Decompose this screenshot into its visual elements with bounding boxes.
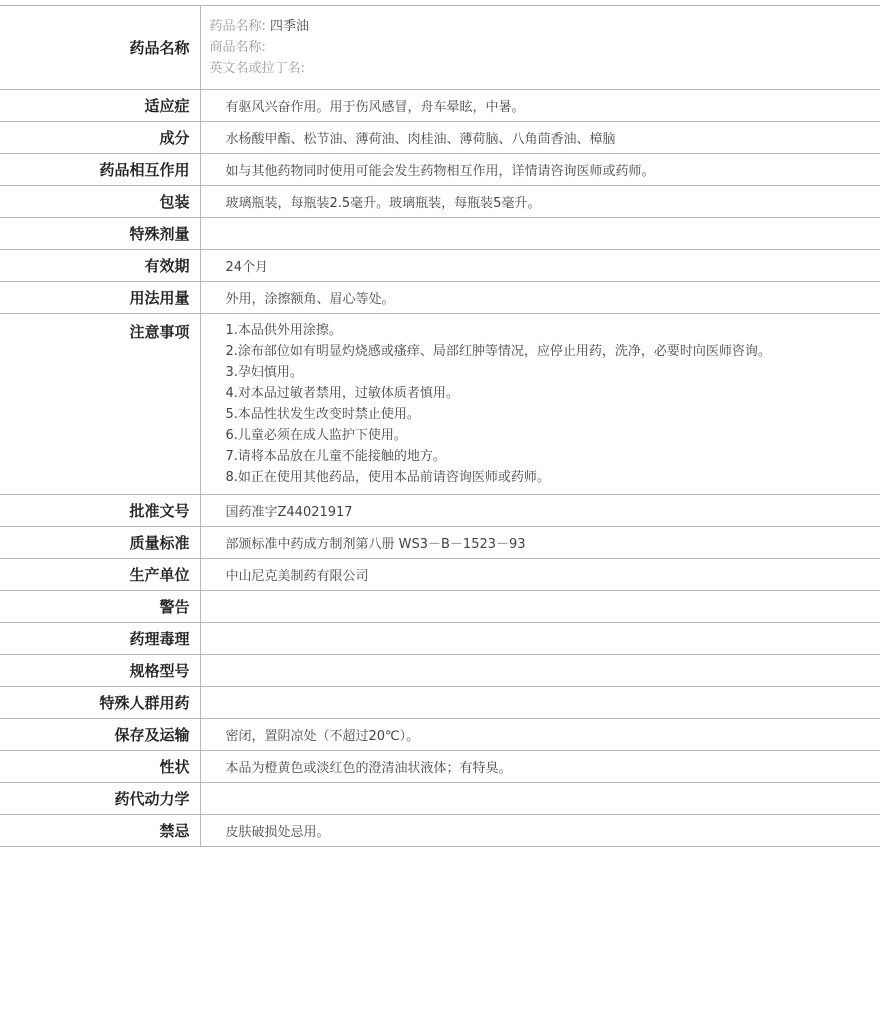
precaution-item: 5.本品性状发生改变时禁止使用。 [225, 407, 420, 422]
brand-name-label: 商品名称: [209, 40, 266, 55]
field-label: 药品名称 [0, 6, 200, 90]
spec-row [0, 90, 880, 122]
spec-row [0, 527, 880, 559]
field-value [200, 623, 880, 655]
spec-row [0, 751, 880, 783]
spec-row [0, 687, 880, 719]
field-label: 批准文号 [0, 495, 200, 527]
field-value: 外用，涂擦额角、眉心等处。 [200, 282, 880, 314]
precaution-item: 6.儿童必须在成人监护下使用。 [225, 428, 407, 443]
field-value: 水杨酸甲酯、松节油、薄荷油、肉桂油、薄荷脑、八角茴香油、樟脑 [200, 122, 880, 154]
field-label: 成分 [0, 122, 200, 154]
field-label: 药代动力学 [0, 783, 200, 815]
precaution-item: 2.涂布部位如有明显灼烧感或瘙痒、局部红肿等情况，应停止用药，洗净，必要时向医师咨询。 [225, 344, 771, 359]
precaution-item: 4.对本品过敏者禁用，过敏体质者慎用。 [225, 386, 459, 401]
drug-spec-sheet [0, 5, 880, 847]
spec-row [0, 282, 880, 314]
field-label: 警告 [0, 591, 200, 623]
field-value [200, 655, 880, 687]
field-label: 规格型号 [0, 655, 200, 687]
precaution-item: 8.如正在使用其他药品，使用本品前请咨询医师或药师。 [225, 470, 550, 485]
generic-name-value: 四季油 [270, 19, 310, 34]
field-value: 本品为橙黄色或淡红色的澄清油状液体；有特臭。 [200, 751, 880, 783]
field-label: 药理毒理 [0, 623, 200, 655]
field-value: 密闭，置阴凉处（不超过20℃）。 [200, 719, 880, 751]
field-value: 玻璃瓶装，每瓶装2.5毫升。玻璃瓶装，每瓶装5毫升。 [200, 186, 880, 218]
spec-row [0, 815, 880, 847]
field-label: 包装 [0, 186, 200, 218]
spec-row [0, 591, 880, 623]
field-label: 保存及运输 [0, 719, 200, 751]
field-value [200, 6, 880, 90]
spec-row [0, 559, 880, 591]
field-value: 国药准字Z44021917 [200, 495, 880, 527]
spec-row [0, 495, 880, 527]
spec-row [0, 250, 880, 282]
spec-row [0, 314, 880, 495]
field-value: 如与其他药物同时使用可能会发生药物相互作用，详情请咨询医师或药师。 [200, 154, 880, 186]
field-label: 生产单位 [0, 559, 200, 591]
field-value: 部颁标准中药成方制剂第八册 WS3－B－1523－93 [200, 527, 880, 559]
spec-row-drug-name [0, 6, 880, 90]
field-label: 有效期 [0, 250, 200, 282]
field-label: 性状 [0, 751, 200, 783]
english-name-label: 英文名或拉丁名: [209, 61, 305, 76]
generic-name-label: 药品名称: [209, 19, 266, 34]
field-value: 皮肤破损处忌用。 [200, 815, 880, 847]
field-label: 特殊人群用药 [0, 687, 200, 719]
field-label: 特殊剂量 [0, 218, 200, 250]
field-label: 质量标准 [0, 527, 200, 559]
drug-spec-table [0, 5, 880, 847]
field-value [200, 218, 880, 250]
field-value: 24个月 [200, 250, 880, 282]
field-label: 注意事项 [0, 314, 200, 495]
field-label: 禁忌 [0, 815, 200, 847]
spec-row [0, 719, 880, 751]
spec-row [0, 623, 880, 655]
field-value: 有驱风兴奋作用。用于伤风感冒，舟车晕眩，中暑。 [200, 90, 880, 122]
generic-name-line [210, 16, 880, 37]
precaution-item: 1.本品供外用涂擦。 [225, 323, 342, 338]
spec-row [0, 154, 880, 186]
brand-name-line [210, 37, 880, 58]
spec-row [0, 655, 880, 687]
spec-row [0, 122, 880, 154]
precaution-item: 7.请将本品放在儿童不能接触的地方。 [225, 449, 446, 464]
field-label: 适应症 [0, 90, 200, 122]
precaution-item: 3.孕妇慎用。 [225, 365, 303, 380]
spec-row [0, 186, 880, 218]
field-value: 中山尼克美制药有限公司 [200, 559, 880, 591]
english-name-line [210, 58, 880, 79]
field-value [200, 687, 880, 719]
spec-row [0, 783, 880, 815]
field-value [200, 783, 880, 815]
precautions-list [200, 314, 880, 495]
field-value [200, 591, 880, 623]
spec-row [0, 218, 880, 250]
field-label: 用法用量 [0, 282, 200, 314]
field-label: 药品相互作用 [0, 154, 200, 186]
